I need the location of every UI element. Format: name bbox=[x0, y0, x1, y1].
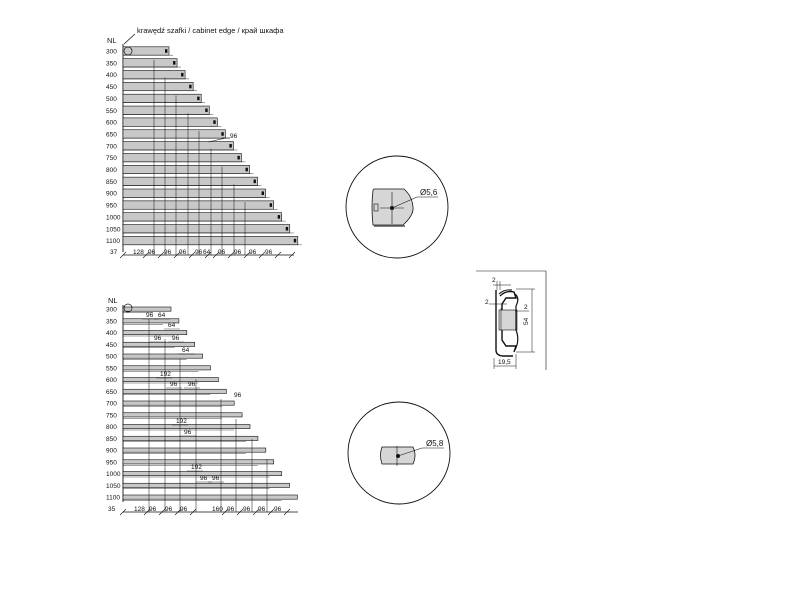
bottom-row-length: 500 bbox=[106, 353, 117, 361]
bottom-detail-diameter: Ø5,8 bbox=[426, 439, 444, 448]
bottom-inner-dim: 96 bbox=[184, 429, 192, 436]
top-row-length: 650 bbox=[106, 131, 117, 139]
top-rail-row bbox=[106, 106, 213, 115]
top-rail-hole bbox=[270, 203, 272, 207]
bottom-rail-bar bbox=[123, 401, 234, 405]
profile-dim-width: 19,5 bbox=[498, 359, 511, 366]
top-rail-bar bbox=[123, 225, 290, 233]
bottom-bottom-dim: 96 bbox=[149, 506, 157, 513]
bottom-rail-row bbox=[106, 389, 226, 396]
bottom-bottom-dim: 96 bbox=[243, 506, 251, 513]
profile-dim-right: 2 bbox=[524, 304, 528, 311]
top-row-length: 700 bbox=[106, 143, 117, 151]
top-rail-bar bbox=[123, 130, 225, 138]
bottom-row-length: 850 bbox=[106, 435, 117, 443]
bottom-hole-detail bbox=[348, 402, 450, 504]
profile-dim-top: 2 bbox=[492, 277, 496, 284]
top-bottom-dim: 96 bbox=[265, 249, 273, 256]
bottom-row-length: 800 bbox=[106, 424, 117, 431]
bottom-bottom-dim: 96 bbox=[165, 506, 173, 513]
bottom-inner-dim: 96 bbox=[154, 335, 162, 342]
top-rail-bar bbox=[123, 165, 250, 173]
bottom-rail-bar bbox=[123, 366, 211, 370]
bottom-bottom-dim: 96 bbox=[180, 506, 188, 513]
bottom-inner-dim: 64 bbox=[182, 347, 190, 354]
top-rail-bar bbox=[123, 142, 233, 150]
bottom-rail-bar bbox=[123, 413, 242, 417]
top-hole-detail bbox=[346, 156, 448, 258]
top-row-length: 1100 bbox=[106, 238, 120, 246]
top-rail-bar bbox=[123, 153, 241, 161]
bottom-inner-dim: 96 bbox=[172, 335, 180, 342]
bottom-inner-dim: 96 bbox=[146, 312, 154, 319]
bottom-rail-bar bbox=[123, 483, 290, 487]
top-rail-bar bbox=[123, 189, 266, 197]
top-rail-hole bbox=[262, 191, 264, 195]
bottom-row-length: 950 bbox=[106, 459, 117, 467]
bottom-rail-bar bbox=[123, 448, 266, 452]
top-row-length: 750 bbox=[106, 155, 117, 163]
top-rail-hole bbox=[165, 49, 167, 53]
top-bottom-dim: 96 bbox=[249, 249, 257, 256]
bottom-rail-row bbox=[106, 412, 242, 419]
bottom-inner-dim: 96 bbox=[212, 475, 220, 482]
bottom-row-length: 900 bbox=[106, 447, 117, 455]
bottom-row-length: 750 bbox=[106, 412, 117, 420]
top-rail-bar bbox=[123, 59, 177, 67]
top-bottom-dim: 128 bbox=[133, 249, 144, 256]
top-rail-row bbox=[106, 213, 286, 222]
bottom-start-offset: 35 bbox=[108, 506, 116, 513]
top-row-length: 400 bbox=[106, 72, 117, 80]
top-rail-row bbox=[106, 142, 237, 151]
bottom-inner-dim: 96 bbox=[200, 475, 208, 482]
top-bottom-dim: 64 bbox=[203, 249, 211, 256]
bottom-inner-dim: 96 bbox=[188, 381, 196, 388]
bottom-bottom-dim: 160 bbox=[212, 506, 223, 513]
bottom-rail-row bbox=[106, 354, 203, 361]
bottom-rail-bar bbox=[123, 436, 258, 440]
bottom-rail-bar bbox=[123, 389, 226, 393]
bottom-bottom-dim: 96 bbox=[227, 506, 235, 513]
bottom-rail-row bbox=[106, 471, 282, 478]
top-bottom-dim: 96 bbox=[195, 249, 203, 256]
top-rail-bar bbox=[123, 201, 274, 209]
top-rail-hole bbox=[286, 227, 288, 231]
bottom-rail-row bbox=[106, 459, 274, 466]
top-row-length: 900 bbox=[106, 190, 117, 198]
top-rail-row bbox=[106, 177, 262, 186]
top-rail-hole bbox=[197, 97, 199, 101]
bottom-bottom-dim: 96 bbox=[274, 506, 282, 513]
bottom-row-length: 700 bbox=[106, 400, 117, 408]
top-row-length: 850 bbox=[106, 178, 117, 186]
top-rail-row bbox=[106, 153, 245, 162]
top-rail-row bbox=[106, 82, 197, 91]
top-row-length: 800 bbox=[106, 167, 117, 174]
top-row-length: 300 bbox=[106, 48, 117, 56]
top-row-length: 450 bbox=[106, 84, 117, 92]
top-row-length: 1050 bbox=[106, 226, 121, 234]
bottom-row-length: 350 bbox=[106, 318, 117, 326]
bottom-inner-dim: 64 bbox=[168, 322, 176, 329]
top-rail-hole bbox=[246, 168, 248, 172]
bottom-side-dim: 96 bbox=[234, 392, 242, 399]
top-row-length: 500 bbox=[106, 95, 117, 103]
bottom-rail-row bbox=[106, 448, 266, 455]
bottom-row-length: 1050 bbox=[106, 482, 121, 490]
top-row-length: 550 bbox=[106, 107, 117, 115]
bottom-row-length: 300 bbox=[106, 306, 117, 314]
top-row-length: 350 bbox=[106, 60, 117, 68]
slide-profile-section bbox=[476, 271, 546, 370]
bottom-nl-label: NL bbox=[108, 296, 118, 305]
bottom-rail-row bbox=[106, 401, 234, 408]
top-bottom-dim: 96 bbox=[234, 249, 242, 256]
bottom-bottom-dim: 128 bbox=[134, 506, 145, 513]
bottom-bottom-dim: 96 bbox=[258, 506, 266, 513]
top-bottom-dim: 96 bbox=[148, 249, 156, 256]
top-rail-bar bbox=[123, 82, 193, 90]
top-rail-hole bbox=[205, 108, 207, 112]
top-rail-hole bbox=[278, 215, 280, 219]
bottom-row-length: 550 bbox=[106, 365, 117, 373]
top-rail-hole bbox=[189, 85, 191, 89]
bottom-rail-row bbox=[106, 365, 211, 372]
cabinet-edge-label: krawędź szafki / cabinet edge / край шкафа bbox=[137, 26, 284, 35]
top-rail-row bbox=[106, 130, 229, 139]
top-rail-row bbox=[106, 47, 173, 56]
bottom-rail-row bbox=[106, 436, 258, 443]
profile-dim-height: 54 bbox=[523, 317, 530, 325]
top-bottom-dim: 96 bbox=[218, 249, 226, 256]
top-rail-row bbox=[106, 165, 254, 174]
top-bottom-dim: 96 bbox=[179, 249, 187, 256]
top-rail-bar bbox=[123, 213, 282, 221]
top-nl-label: NL bbox=[107, 36, 117, 45]
bottom-inner-dim: 192 bbox=[176, 418, 187, 425]
bottom-row-length: 400 bbox=[106, 330, 117, 337]
top-start-offset: 37 bbox=[110, 249, 118, 256]
top-rail-row bbox=[106, 236, 302, 245]
bottom-inner-dim: 192 bbox=[160, 371, 171, 378]
bottom-row-length: 450 bbox=[106, 341, 117, 349]
top-rail-bar bbox=[123, 47, 169, 55]
profile-dim-left: 2 bbox=[485, 299, 489, 306]
top-side-dim: 96 bbox=[230, 133, 238, 140]
top-rail-bar bbox=[123, 177, 258, 185]
top-row-length: 600 bbox=[106, 119, 117, 127]
top-rail-row bbox=[106, 71, 189, 80]
bottom-rail-row bbox=[106, 483, 290, 490]
bottom-inner-dim: 192 bbox=[191, 464, 202, 471]
top-rail-hole bbox=[173, 61, 175, 65]
top-rail-row bbox=[106, 118, 221, 127]
bottom-row-length: 650 bbox=[106, 388, 117, 396]
bottom-rail-row bbox=[106, 495, 297, 502]
top-rail-bar bbox=[123, 106, 209, 114]
top-rail-hole bbox=[294, 239, 296, 243]
bottom-inner-dim: 64 bbox=[158, 312, 166, 319]
top-rail-bar bbox=[123, 236, 298, 244]
top-rail-hole bbox=[254, 180, 256, 184]
top-rail-hole bbox=[213, 120, 215, 124]
top-rail-bar bbox=[123, 94, 201, 102]
top-rail-hole bbox=[229, 144, 231, 148]
bottom-length-diagram bbox=[106, 296, 298, 515]
top-bottom-dim: 96 bbox=[164, 249, 172, 256]
top-rail-row bbox=[106, 201, 278, 210]
top-row-length: 950 bbox=[106, 202, 117, 210]
bottom-rail-bar bbox=[123, 354, 203, 358]
top-rail-hole bbox=[221, 132, 223, 136]
bottom-row-length: 1000 bbox=[106, 471, 121, 478]
top-row-length: 1000 bbox=[106, 214, 121, 222]
top-rail-hole bbox=[237, 156, 239, 160]
top-detail-diameter: Ø5,6 bbox=[420, 188, 438, 197]
bottom-inner-dim: 96 bbox=[170, 381, 178, 388]
top-rail-row bbox=[106, 59, 181, 68]
bottom-row-length: 600 bbox=[106, 377, 117, 384]
bottom-rail-bar bbox=[123, 307, 171, 311]
bottom-rail-bar bbox=[123, 342, 195, 346]
top-rail-row bbox=[106, 225, 294, 234]
top-rail-hole bbox=[181, 73, 183, 77]
top-rail-row bbox=[106, 94, 205, 103]
top-length-diagram bbox=[106, 26, 302, 258]
bottom-row-length: 1100 bbox=[106, 494, 120, 502]
top-rail-bar bbox=[123, 118, 217, 126]
